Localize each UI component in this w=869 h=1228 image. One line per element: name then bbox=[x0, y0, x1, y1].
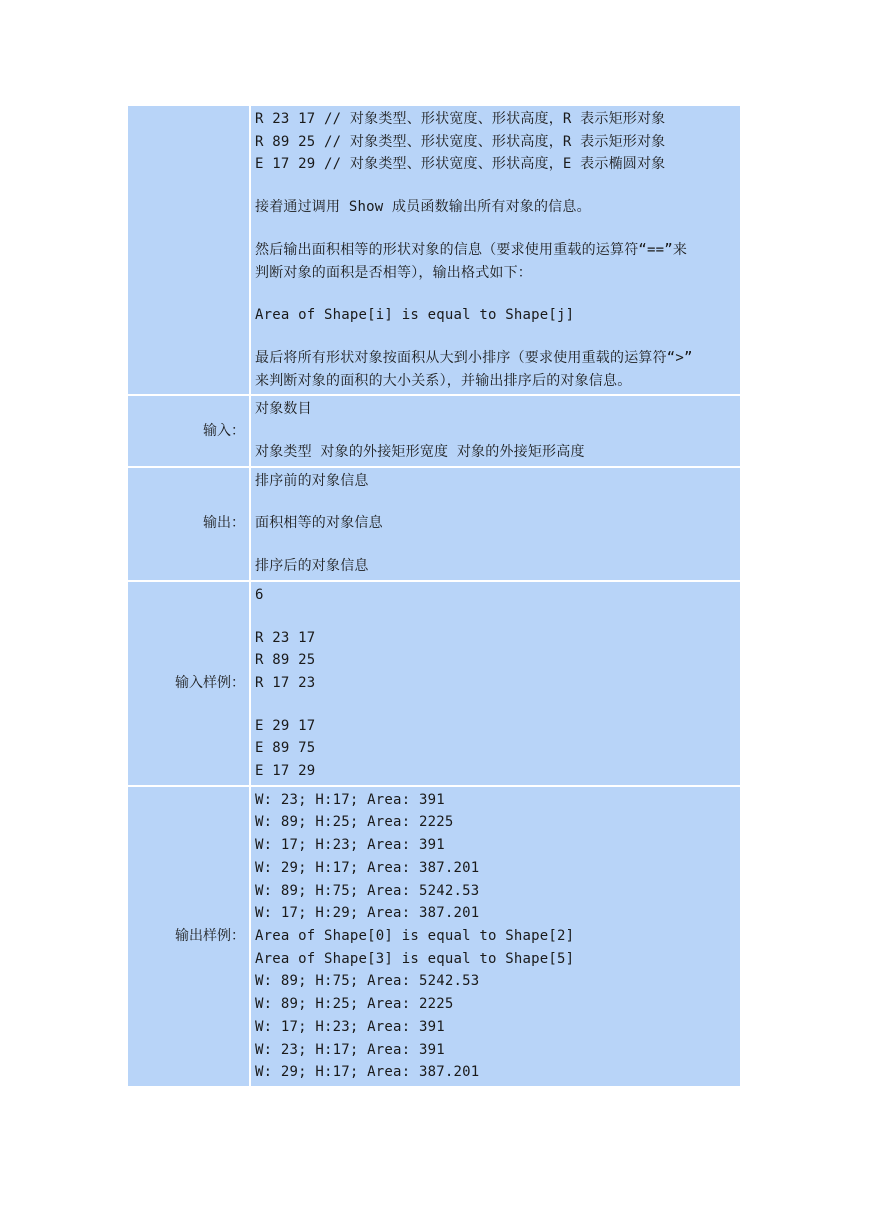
text-line: 面积相等的对象信息 bbox=[255, 515, 383, 532]
description-row bbox=[127, 105, 741, 395]
sample-input-row bbox=[127, 581, 741, 786]
text-line: R 23 17 // 对象类型、形状宽度、形状高度，R 表示矩形对象 bbox=[255, 111, 666, 127]
text-line: W: 89; H:75; Area: 5242.53 bbox=[255, 973, 480, 990]
text-line: W: 89; H:25; Area: 2225 bbox=[255, 996, 454, 1013]
text-line: W: 29; H:17; Area: 387.201 bbox=[255, 1064, 480, 1081]
text-line: R 89 25 // 对象类型、形状宽度、形状高度，R 表示矩形对象 bbox=[255, 133, 666, 150]
text-line: 判断对象的面积是否相等），输出格式如下： bbox=[255, 264, 532, 281]
text-line: E 29 17 bbox=[255, 717, 316, 734]
text-line: 对象类型 对象的外接矩形宽度 对象的外接矩形高度 bbox=[255, 444, 585, 461]
row-label: 输入样例： bbox=[127, 581, 250, 786]
blank-line bbox=[255, 535, 736, 555]
row-content bbox=[250, 395, 741, 466]
row-content bbox=[250, 467, 741, 581]
text-line: 来判断对象的面积的大小关系），并输出排序后的对象信息。 bbox=[255, 372, 632, 389]
text-line: W: 17; H:29; Area: 387.201 bbox=[255, 905, 480, 922]
row-label bbox=[127, 105, 250, 395]
text-line: W: 17; H:23; Area: 391 bbox=[255, 1018, 445, 1035]
text-line: E 17 29 // 对象类型、形状宽度、形状高度，E 表示椭圆对象 bbox=[255, 156, 666, 173]
blank-line bbox=[255, 284, 736, 304]
text-line: 最后将所有形状对象按面积从大到小排序（要求使用重载的运算符“>” bbox=[255, 349, 693, 366]
row-content bbox=[250, 581, 741, 786]
output-row bbox=[127, 467, 741, 581]
row-label: 输出样例： bbox=[127, 786, 250, 1087]
blank-line bbox=[255, 176, 736, 196]
text-line: E 17 29 bbox=[255, 763, 316, 780]
text-line: W: 29; H:17; Area: 387.201 bbox=[255, 859, 480, 876]
sample-output-row bbox=[127, 786, 741, 1087]
row-content bbox=[250, 786, 741, 1087]
row-label: 输出： bbox=[127, 467, 250, 581]
blank-line bbox=[255, 327, 736, 347]
text-line: 然后输出面积相等的形状对象的信息（要求使用重载的运算符“==”来 bbox=[255, 241, 688, 258]
text-line: 排序前的对象信息 bbox=[255, 472, 369, 489]
blank-line bbox=[255, 492, 736, 512]
text-line: 接着通过调用 Show 成员函数输出所有对象的信息。 bbox=[255, 199, 591, 216]
text-line: R 23 17 bbox=[255, 629, 316, 646]
blank-line bbox=[255, 219, 736, 239]
text-line: Area of Shape[3] is equal to Shape[5] bbox=[255, 950, 575, 967]
row-content bbox=[250, 105, 741, 395]
blank-line bbox=[255, 421, 736, 441]
blank-line bbox=[255, 695, 736, 715]
problem-spec-table bbox=[127, 105, 741, 1087]
text-line: W: 89; H:75; Area: 5242.53 bbox=[255, 882, 480, 899]
text-line: Area of Shape[0] is equal to Shape[2] bbox=[255, 927, 575, 944]
row-label: 输入： bbox=[127, 395, 250, 466]
text-line: E 89 75 bbox=[255, 740, 316, 757]
spec-table-body bbox=[127, 105, 741, 1087]
text-line: W: 89; H:25; Area: 2225 bbox=[255, 814, 454, 831]
text-line: W: 17; H:23; Area: 391 bbox=[255, 837, 445, 854]
text-line: R 89 25 bbox=[255, 652, 316, 669]
blank-line bbox=[255, 607, 736, 627]
text-line: W: 23; H:17; Area: 391 bbox=[255, 1041, 445, 1058]
text-line: W: 23; H:17; Area: 391 bbox=[255, 791, 445, 808]
text-line: 6 bbox=[255, 586, 264, 603]
text-line: 排序后的对象信息 bbox=[255, 558, 369, 575]
text-line: 对象数目 bbox=[255, 401, 312, 418]
text-line: Area of Shape[i] is equal to Shape[j] bbox=[255, 307, 575, 324]
input-row bbox=[127, 395, 741, 466]
text-line: R 17 23 bbox=[255, 674, 316, 691]
